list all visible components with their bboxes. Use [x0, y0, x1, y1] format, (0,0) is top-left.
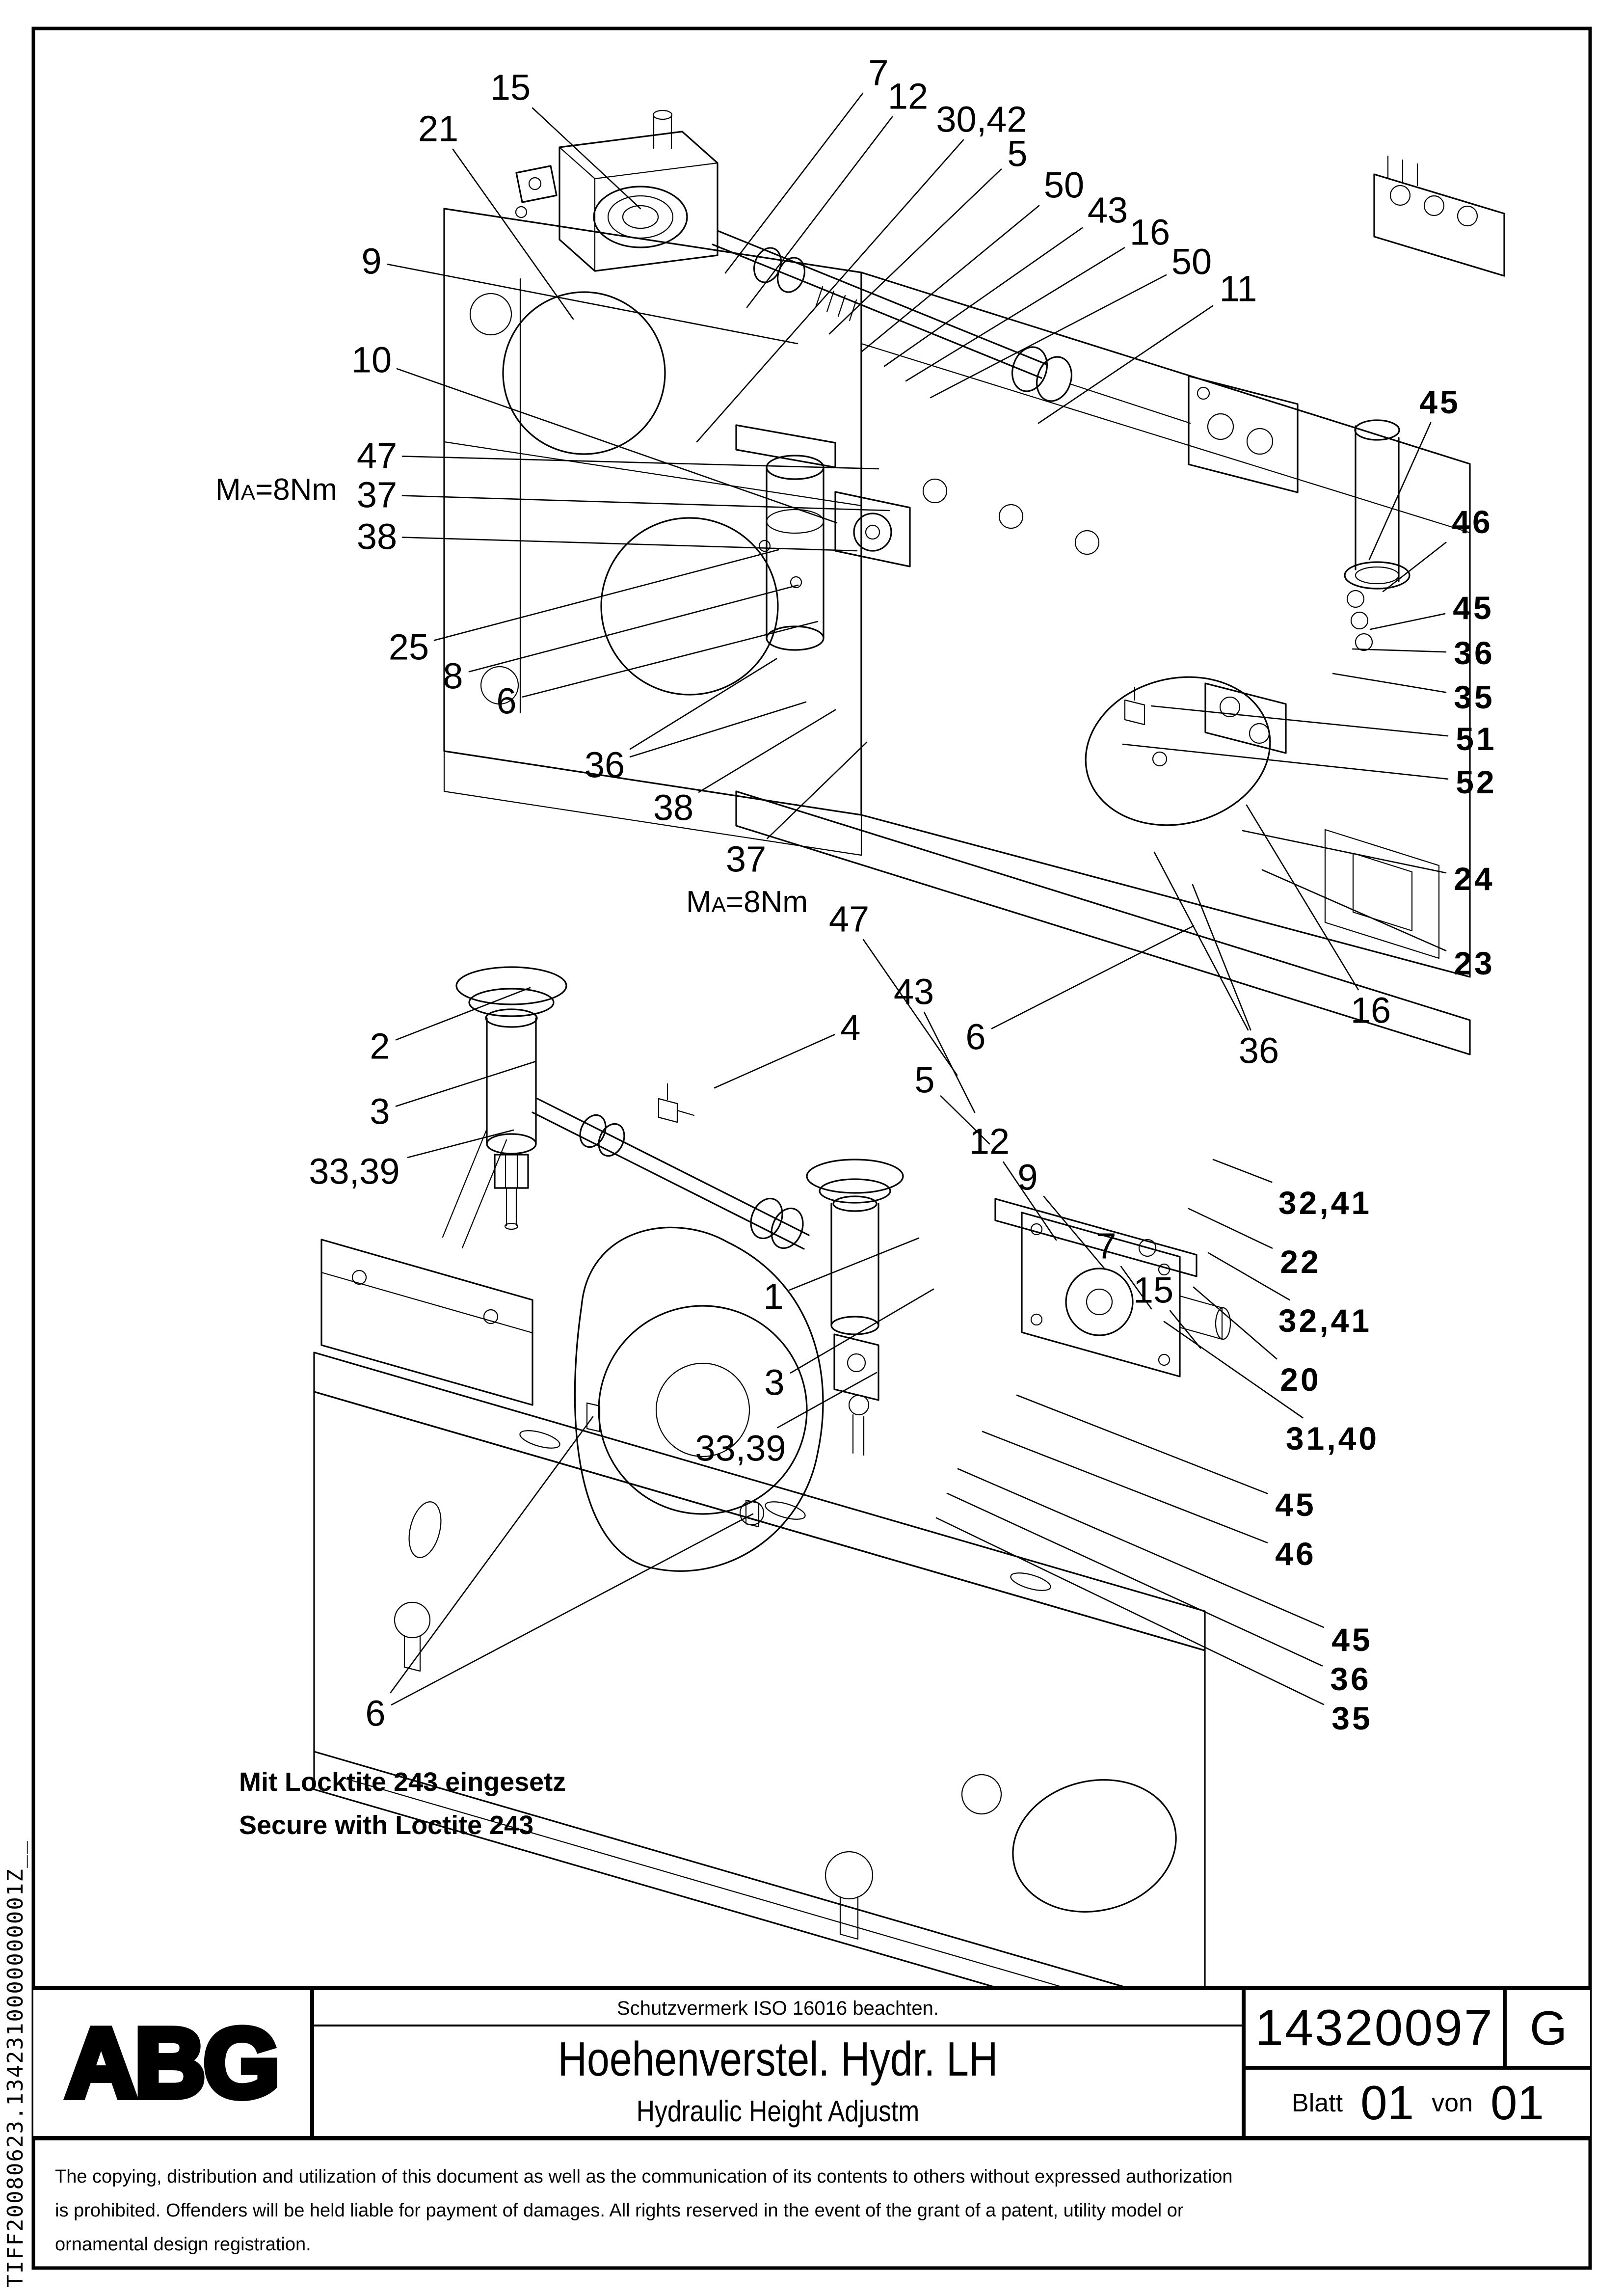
leader-line [992, 926, 1194, 1028]
leader-line [767, 742, 867, 838]
callout-label: 36 [1330, 1661, 1371, 1697]
machine-line-art [314, 110, 1504, 2048]
callout-label: 8 [443, 655, 463, 697]
callout-label: 12 [887, 76, 929, 117]
callout-label: 5 [1007, 133, 1028, 174]
callout-label: 47 [356, 435, 398, 476]
callout-label: 25 [388, 626, 429, 668]
callout-label: 46 [1452, 504, 1493, 540]
callout-label: 7 [1096, 1225, 1117, 1267]
leader-line [469, 585, 798, 672]
leader-line [397, 369, 837, 523]
callout-label: 24 [1454, 861, 1495, 897]
callout-label: 36 [1238, 1030, 1279, 1071]
leader-line [697, 140, 963, 442]
sheet-info [1246, 2070, 1590, 2136]
callout-label: 45 [1331, 1621, 1373, 1658]
copyright-line-1: The copying, distribution and utilization of this document as well as the communication of its contents to others without expressed authorization [55, 2166, 1233, 2187]
leader-line [1213, 1160, 1272, 1182]
callout-label: 5 [914, 1059, 935, 1101]
copyright-line-3: ornamental design registration. [55, 2234, 311, 2255]
callout-label: 3 [370, 1091, 390, 1132]
callout-label: 45 [1419, 384, 1461, 420]
leader-line [630, 702, 806, 757]
title-block [33, 1986, 1590, 2140]
brand-logo: ABG [33, 1990, 314, 2136]
torque-note: MA=8Nm [215, 473, 338, 507]
scan-filename-text: TIFF20080623.1342310000000001Z__ [3, 1840, 28, 2288]
machine-frame-upper [444, 156, 1504, 1054]
leader-line [983, 1432, 1267, 1542]
callout-label: 38 [653, 787, 694, 828]
callout-label: 37 [725, 838, 767, 880]
callout-label: 33,39 [309, 1151, 400, 1192]
torque-note: MA=8Nm [686, 885, 808, 919]
document-number: 14320097 [1246, 1990, 1507, 2066]
locktite-note-de: Mit Locktite 243 eingesetz [239, 1767, 566, 1797]
leader-line [1193, 885, 1251, 1030]
sheet-number: 01 [1360, 2076, 1414, 2130]
callout-label: 43 [1087, 189, 1128, 231]
gearbox-assembly [516, 110, 1190, 423]
leader-line [947, 1493, 1322, 1666]
callout-label: 4 [840, 1007, 861, 1048]
page-border [33, 28, 1590, 2268]
callout-label: 7 [868, 52, 889, 93]
drawing-title-german: Hoehenverstel. Hydr. LH [558, 2032, 998, 2086]
callout-label: 6 [496, 680, 517, 722]
leader-line [408, 1130, 513, 1158]
leader-line [630, 659, 776, 749]
leader-line [453, 149, 573, 319]
callout-label: 35 [1331, 1700, 1373, 1736]
drawing-title-english: Hydraulic Height Adjustm [636, 2095, 920, 2128]
callout-label: 37 [356, 474, 398, 515]
callout-label: 47 [828, 898, 870, 940]
leader-line [1243, 831, 1446, 873]
callout-label: 16 [1350, 990, 1391, 1031]
callout-label: 6 [965, 1016, 986, 1057]
leader-line [1038, 306, 1213, 423]
callout-label: 30,42 [936, 99, 1027, 140]
callout-label: 35 [1454, 679, 1495, 715]
leader-line [931, 275, 1166, 398]
callout-label: 15 [490, 67, 531, 108]
callout-label: 36 [584, 744, 625, 785]
callout-label: 21 [418, 108, 459, 149]
leader-line [392, 1514, 753, 1705]
leader-line [1370, 614, 1445, 629]
machine-frame-lower [314, 1227, 1205, 2048]
copyright-notice [33, 2140, 1586, 2262]
callout-label: 16 [1129, 212, 1171, 253]
leader-line [699, 710, 835, 792]
protection-note: Schutzvermerk ISO 16016 beachten. [314, 1990, 1242, 2026]
callout-label: 22 [1280, 1243, 1321, 1280]
leader-line [884, 228, 1082, 366]
callout-label: 45 [1275, 1486, 1316, 1523]
callout-label: 46 [1275, 1536, 1316, 1572]
callout-label: 11 [1219, 268, 1257, 309]
callout-label: 6 [365, 1693, 386, 1734]
callout-label: 3 [764, 1362, 785, 1403]
callout-label: 50 [1043, 164, 1085, 206]
callout-label: 32,41 [1278, 1302, 1372, 1339]
drawing-notes [215, 473, 808, 1840]
callout-label: 45 [1453, 590, 1494, 626]
upper-spindle-assembly [736, 425, 910, 650]
callout-label: 32,41 [1278, 1185, 1372, 1221]
callout-label: 52 [1456, 764, 1497, 800]
leader-line [1208, 1253, 1290, 1300]
leader-line [790, 1238, 919, 1290]
leader-line [1262, 870, 1446, 951]
callout-label: 15 [1133, 1270, 1174, 1311]
leader-line [402, 538, 857, 551]
sheet-label: Blatt [1292, 2088, 1343, 2117]
leader-line [1383, 542, 1446, 592]
leader-line [523, 621, 818, 697]
leader-line [1369, 423, 1431, 560]
leader-line [1247, 805, 1358, 990]
callout-label: 1 [763, 1276, 784, 1317]
callout-label: 20 [1280, 1361, 1321, 1398]
leader-line [388, 264, 798, 344]
locktite-note-en: Secure with Loctite 243 [239, 1810, 534, 1840]
leader-line [791, 1289, 933, 1373]
revision-letter: G [1529, 2001, 1568, 2055]
callout-label: 50 [1171, 241, 1212, 282]
leader-line [1189, 1209, 1272, 1248]
callout-label: 9 [361, 241, 382, 282]
callout-label: 43 [893, 971, 934, 1012]
leader-line [1194, 1287, 1277, 1359]
leader-line [958, 1469, 1324, 1627]
sheet-of-label: von [1432, 2088, 1473, 2117]
callout-label: 51 [1456, 721, 1497, 757]
callout-label: 2 [370, 1026, 390, 1067]
leader-line [396, 1061, 536, 1106]
leader-lines [388, 93, 1448, 1705]
callout-label: 36 [1454, 635, 1495, 671]
callout-label: 9 [1017, 1157, 1038, 1198]
sheet-total: 01 [1490, 2076, 1544, 2130]
leader-line [402, 496, 889, 511]
callout-label: 33,39 [695, 1428, 786, 1469]
leader-line [715, 1035, 834, 1088]
leader-line [532, 108, 640, 209]
leader-line [434, 550, 778, 640]
leader-line [778, 1373, 877, 1428]
callout-label: 31,40 [1285, 1420, 1380, 1457]
copyright-line-2: is prohibited. Offenders will be held liable for payment of damages. All rights reserved in the event of the grant of a patent, utility model or [55, 2200, 1184, 2221]
leader-line [1154, 852, 1248, 1030]
callout-label: 23 [1454, 945, 1495, 981]
callout-label: 12 [969, 1121, 1010, 1162]
callout-label: 10 [351, 339, 392, 380]
leader-line [936, 1518, 1324, 1704]
leader-line [862, 206, 1039, 351]
leader-line [1333, 674, 1446, 692]
leader-line [1017, 1395, 1267, 1493]
leader-line [747, 117, 892, 307]
leader-line [1151, 706, 1448, 736]
callout-label: 38 [356, 516, 398, 557]
